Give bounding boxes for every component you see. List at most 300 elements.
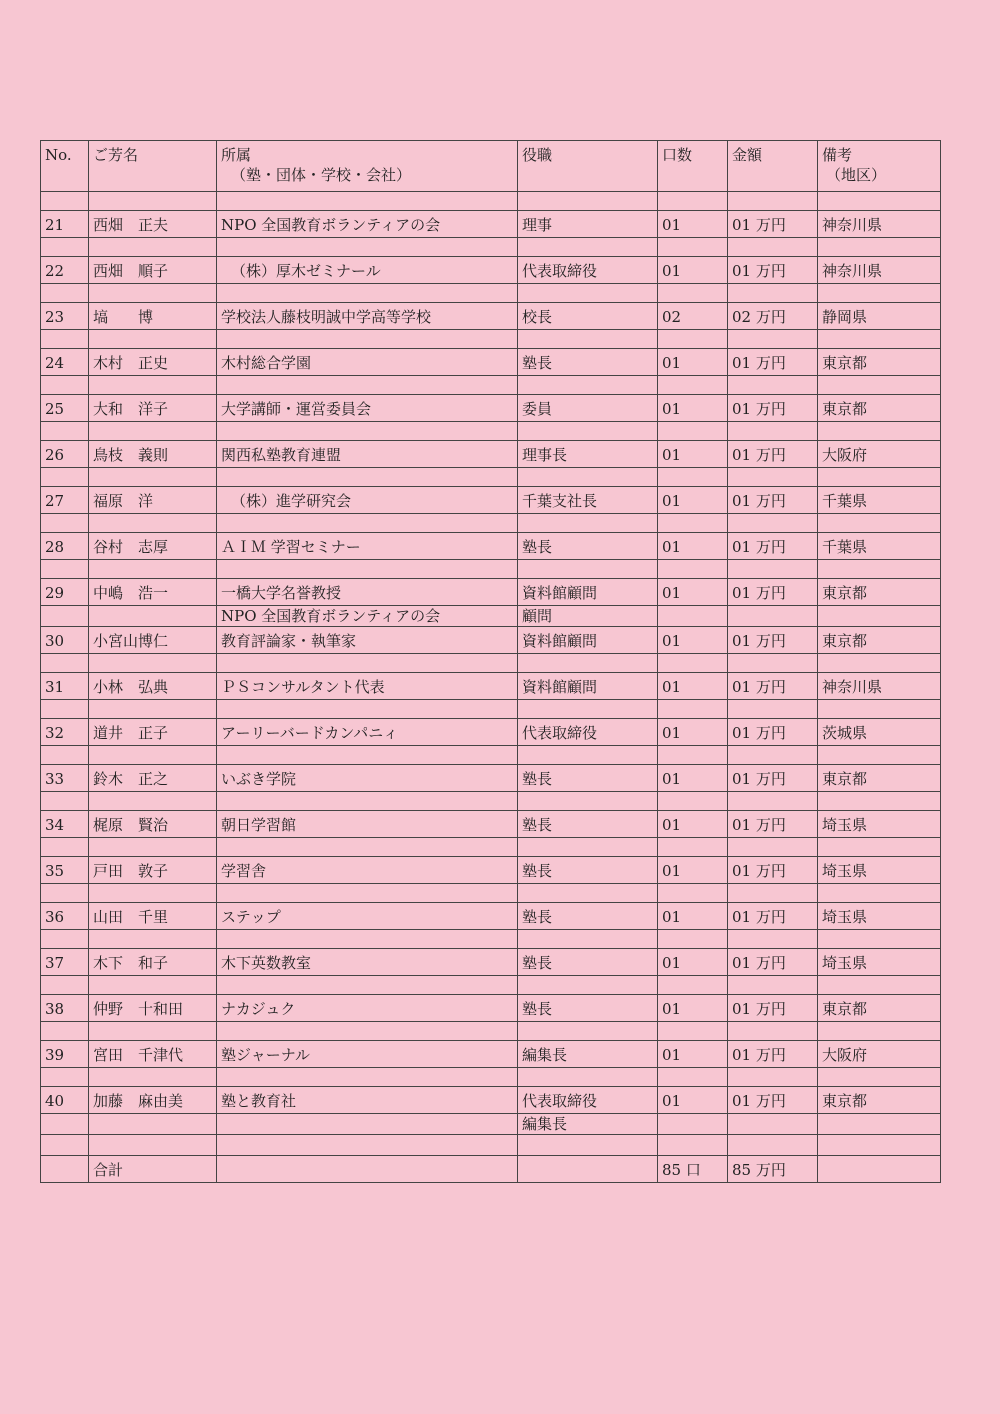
name-cell: 木村 正史: [89, 349, 217, 376]
area-cell: 大阪府: [818, 1041, 941, 1068]
units-cell: 01: [658, 995, 728, 1022]
empty-cell: [89, 976, 217, 995]
empty-cell: [217, 792, 518, 811]
empty-cell: [818, 422, 941, 441]
header-affiliation: [217, 141, 518, 192]
row-number-cell: 31: [41, 673, 89, 700]
empty-cell: [41, 700, 89, 719]
empty-cell: [518, 376, 658, 395]
units-cell: 01: [658, 949, 728, 976]
spacer-row: [41, 192, 941, 211]
empty-cell: [658, 1068, 728, 1087]
header-affiliation-sub: （塾・団体・学校・会社）: [231, 166, 412, 184]
amount-cell: 01 万円: [728, 811, 818, 838]
empty-cell: [41, 606, 89, 627]
table-row: [41, 1087, 941, 1114]
empty-cell: [728, 606, 818, 627]
position-cell: 千葉支社長: [518, 487, 658, 514]
empty-cell: [728, 746, 818, 765]
units-cell: 01: [658, 857, 728, 884]
table-row: [41, 673, 941, 700]
empty-cell: [518, 1022, 658, 1041]
amount-cell: 01 万円: [728, 765, 818, 792]
empty-cell: [217, 422, 518, 441]
row-number-cell: 24: [41, 349, 89, 376]
row-number-cell: 25: [41, 395, 89, 422]
empty-cell: [658, 1135, 728, 1156]
empty-cell: [217, 376, 518, 395]
row-number-cell: 34: [41, 811, 89, 838]
area-cell: 神奈川県: [818, 257, 941, 284]
affiliation-cell: アーリーバードカンパニィ: [217, 719, 518, 746]
table-row: [41, 949, 941, 976]
row-number-cell: 21: [41, 211, 89, 238]
units-cell: 01: [658, 903, 728, 930]
empty-cell: [658, 1022, 728, 1041]
empty-cell: [41, 422, 89, 441]
empty-cell: [518, 1068, 658, 1087]
empty-cell: [217, 654, 518, 673]
total-label-cell: 合計: [89, 1156, 217, 1183]
empty-cell: [818, 1156, 941, 1183]
amount-cell: 01 万円: [728, 903, 818, 930]
units-cell: 01: [658, 533, 728, 560]
affiliation-cell: ナカジュク: [217, 995, 518, 1022]
empty-cell: [89, 514, 217, 533]
header-units: 口数: [658, 141, 728, 192]
name-cell: 宮田 千津代: [89, 1041, 217, 1068]
empty-cell: [818, 654, 941, 673]
empty-cell: [818, 376, 941, 395]
empty-cell: [41, 514, 89, 533]
area-cell: 神奈川県: [818, 211, 941, 238]
spacer-row: [41, 976, 941, 995]
empty-cell: [518, 468, 658, 487]
empty-cell: [41, 376, 89, 395]
affiliation-cell: 木村総合学園: [217, 349, 518, 376]
affiliation-cell: 大学講師・運営委員会: [217, 395, 518, 422]
empty-cell: [89, 1068, 217, 1087]
area-cell: 東京都: [818, 395, 941, 422]
empty-cell: [818, 606, 941, 627]
affiliation-cell: 塾と教育社: [217, 1087, 518, 1114]
empty-cell: [658, 330, 728, 349]
empty-cell: [217, 1114, 518, 1135]
units-cell: 01: [658, 257, 728, 284]
empty-cell: [217, 1156, 518, 1183]
spacer-row: [41, 930, 941, 949]
amount-cell: 01 万円: [728, 673, 818, 700]
header-position: 役職: [518, 141, 658, 192]
table-row: [41, 719, 941, 746]
affiliation-cell: （株）進学研究会: [217, 487, 518, 514]
affiliation-cell: 関西私塾教育連盟: [217, 441, 518, 468]
row-number-cell: 39: [41, 1041, 89, 1068]
empty-cell: [518, 792, 658, 811]
empty-cell: [518, 514, 658, 533]
empty-cell: [89, 930, 217, 949]
amount-cell: 01 万円: [728, 627, 818, 654]
empty-cell: [818, 1068, 941, 1087]
empty-cell: [658, 192, 728, 211]
spacer-row: [41, 1022, 941, 1041]
amount-cell: 02 万円: [728, 303, 818, 330]
empty-cell: [217, 1068, 518, 1087]
spacer-row: [41, 1135, 941, 1156]
header-affiliation-label: 所属: [221, 146, 252, 164]
spacer-row: [41, 700, 941, 719]
name-cell: 仲野 十和田: [89, 995, 217, 1022]
empty-cell: [728, 838, 818, 857]
header-amount: 金額: [728, 141, 818, 192]
empty-cell: [89, 192, 217, 211]
row-number-cell: 22: [41, 257, 89, 284]
empty-cell: [818, 192, 941, 211]
empty-cell: [89, 700, 217, 719]
empty-cell: [658, 468, 728, 487]
empty-cell: [518, 192, 658, 211]
name-cell: 道井 正子: [89, 719, 217, 746]
units-cell: 01: [658, 811, 728, 838]
empty-cell: [217, 514, 518, 533]
empty-cell: [728, 238, 818, 257]
table-sub-row: [41, 606, 941, 627]
empty-cell: [818, 1135, 941, 1156]
affiliation-cell: NPO 全国教育ボランティアの会: [217, 211, 518, 238]
empty-cell: [518, 238, 658, 257]
amount-cell: 01 万円: [728, 857, 818, 884]
area-cell: 神奈川県: [818, 673, 941, 700]
empty-cell: [728, 376, 818, 395]
row-number-cell: 30: [41, 627, 89, 654]
empty-cell: [89, 376, 217, 395]
empty-cell: [217, 930, 518, 949]
table-row: [41, 533, 941, 560]
empty-cell: [658, 560, 728, 579]
spacer-row: [41, 376, 941, 395]
empty-cell: [818, 976, 941, 995]
row-number-cell: 33: [41, 765, 89, 792]
empty-cell: [658, 792, 728, 811]
header-no: No.: [41, 141, 89, 192]
affiliation-cell: 教育評論家・執筆家: [217, 627, 518, 654]
table-row: [41, 995, 941, 1022]
empty-cell: [818, 238, 941, 257]
total-amount-cell: 85 万円: [728, 1156, 818, 1183]
empty-cell: [518, 1156, 658, 1183]
table-row: [41, 627, 941, 654]
empty-cell: [89, 746, 217, 765]
position-cell: 塾長: [518, 765, 658, 792]
empty-cell: [728, 930, 818, 949]
name-cell: 梶原 賢治: [89, 811, 217, 838]
position-cell: 資料館顧問: [518, 627, 658, 654]
table-row: [41, 211, 941, 238]
empty-cell: [728, 422, 818, 441]
empty-cell: [217, 838, 518, 857]
amount-cell: 01 万円: [728, 1087, 818, 1114]
empty-cell: [518, 884, 658, 903]
name-cell: 鳥枝 義則: [89, 441, 217, 468]
position-cell: 代表取締役: [518, 719, 658, 746]
name-cell: 福原 洋: [89, 487, 217, 514]
spacer-row: [41, 514, 941, 533]
affiliation-cell: 学習舎: [217, 857, 518, 884]
empty-cell: [41, 1156, 89, 1183]
empty-cell: [818, 1114, 941, 1135]
position-cell: 代表取締役: [518, 257, 658, 284]
empty-cell: [217, 1022, 518, 1041]
table-row: [41, 441, 941, 468]
empty-cell: [658, 884, 728, 903]
area-cell: 東京都: [818, 579, 941, 606]
empty-cell: [818, 330, 941, 349]
empty-cell: [518, 930, 658, 949]
header-remarks-sub: （地区）: [826, 166, 887, 184]
total-row: [41, 1156, 941, 1183]
table-row: [41, 349, 941, 376]
area-cell: 埼玉県: [818, 857, 941, 884]
empty-cell: [818, 746, 941, 765]
units-cell: 01: [658, 1087, 728, 1114]
table-row: [41, 857, 941, 884]
empty-cell: [818, 560, 941, 579]
amount-cell: 01 万円: [728, 349, 818, 376]
empty-cell: [89, 1114, 217, 1135]
empty-cell: [518, 330, 658, 349]
row-number-cell: 26: [41, 441, 89, 468]
area-cell: 東京都: [818, 627, 941, 654]
area-cell: 大阪府: [818, 441, 941, 468]
position-cell: 塾長: [518, 995, 658, 1022]
empty-cell: [518, 560, 658, 579]
empty-cell: [728, 976, 818, 995]
area-cell: 静岡県: [818, 303, 941, 330]
row-number-cell: 28: [41, 533, 89, 560]
spacer-row: [41, 654, 941, 673]
position-cell: 塾長: [518, 857, 658, 884]
name-cell: 山田 千里: [89, 903, 217, 930]
empty-cell: [728, 792, 818, 811]
empty-cell: [658, 238, 728, 257]
affiliation-cell: ＰＳコンサルタント代表: [217, 673, 518, 700]
position-cell: 理事長: [518, 441, 658, 468]
row-number-cell: 37: [41, 949, 89, 976]
table-row: [41, 395, 941, 422]
row-number-cell: 40: [41, 1087, 89, 1114]
empty-cell: [658, 838, 728, 857]
position-cell: 塾長: [518, 349, 658, 376]
empty-cell: [728, 284, 818, 303]
empty-cell: [728, 330, 818, 349]
empty-cell: [728, 1114, 818, 1135]
empty-cell: [41, 238, 89, 257]
amount-cell: 01 万円: [728, 211, 818, 238]
amount-cell: 01 万円: [728, 1041, 818, 1068]
empty-cell: [217, 284, 518, 303]
empty-cell: [658, 976, 728, 995]
empty-cell: [217, 1135, 518, 1156]
area-cell: 東京都: [818, 765, 941, 792]
amount-cell: 01 万円: [728, 395, 818, 422]
name-cell: 小林 弘典: [89, 673, 217, 700]
affiliation-cell: ＡＩＭ 学習セミナー: [217, 533, 518, 560]
name-cell: 鈴木 正之: [89, 765, 217, 792]
empty-cell: [518, 422, 658, 441]
table-row: [41, 1041, 941, 1068]
position-cell: 校長: [518, 303, 658, 330]
name-cell: 小宮山博仁: [89, 627, 217, 654]
row-number-cell: 29: [41, 579, 89, 606]
table-row: [41, 903, 941, 930]
row-number-cell: 32: [41, 719, 89, 746]
empty-cell: [217, 700, 518, 719]
empty-cell: [728, 700, 818, 719]
units-cell: 01: [658, 1041, 728, 1068]
area-cell: 埼玉県: [818, 903, 941, 930]
empty-cell: [728, 884, 818, 903]
empty-cell: [89, 560, 217, 579]
empty-cell: [89, 838, 217, 857]
empty-cell: [728, 468, 818, 487]
spacer-row: [41, 746, 941, 765]
empty-cell: [217, 976, 518, 995]
units-cell: 01: [658, 765, 728, 792]
table-row: [41, 811, 941, 838]
empty-cell: [728, 1022, 818, 1041]
affiliation-cell: 学校法人藤枝明誠中学高等学校: [217, 303, 518, 330]
area-cell: 千葉県: [818, 487, 941, 514]
header-remarks: [818, 141, 941, 192]
empty-cell: [658, 606, 728, 627]
empty-cell: [41, 654, 89, 673]
empty-cell: [518, 976, 658, 995]
area-cell: 埼玉県: [818, 949, 941, 976]
name-cell: 谷村 志厚: [89, 533, 217, 560]
position-cell: 塾長: [518, 811, 658, 838]
empty-cell: [41, 976, 89, 995]
affiliation-cell: NPO 全国教育ボランティアの会: [217, 606, 518, 627]
amount-cell: 01 万円: [728, 487, 818, 514]
spacer-row: [41, 838, 941, 857]
empty-cell: [89, 1022, 217, 1041]
units-cell: 01: [658, 627, 728, 654]
position-cell: 塾長: [518, 533, 658, 560]
affiliation-cell: 木下英数教室: [217, 949, 518, 976]
spacer-row: [41, 1068, 941, 1087]
area-cell: 千葉県: [818, 533, 941, 560]
units-cell: 01: [658, 211, 728, 238]
name-cell: 大和 洋子: [89, 395, 217, 422]
name-cell: 西畑 正夫: [89, 211, 217, 238]
empty-cell: [41, 330, 89, 349]
header-name: ご芳名: [89, 141, 217, 192]
position-cell: 資料館顧問: [518, 579, 658, 606]
empty-cell: [818, 284, 941, 303]
empty-cell: [658, 376, 728, 395]
empty-cell: [728, 1135, 818, 1156]
empty-cell: [41, 468, 89, 487]
spacer-row: [41, 284, 941, 303]
name-cell: 木下 和子: [89, 949, 217, 976]
row-number-cell: 27: [41, 487, 89, 514]
position-cell: 塾長: [518, 949, 658, 976]
empty-cell: [41, 838, 89, 857]
name-cell: 塙 博: [89, 303, 217, 330]
name-cell: 加藤 麻由美: [89, 1087, 217, 1114]
units-cell: 01: [658, 487, 728, 514]
empty-cell: [658, 1114, 728, 1135]
amount-cell: 01 万円: [728, 719, 818, 746]
empty-cell: [41, 1022, 89, 1041]
empty-cell: [217, 192, 518, 211]
table-row: [41, 579, 941, 606]
empty-cell: [217, 238, 518, 257]
spacer-row: [41, 238, 941, 257]
empty-cell: [818, 468, 941, 487]
empty-cell: [89, 468, 217, 487]
empty-cell: [518, 838, 658, 857]
table-sub-row: [41, 1114, 941, 1135]
amount-cell: 01 万円: [728, 579, 818, 606]
affiliation-cell: いぶき学院: [217, 765, 518, 792]
empty-cell: [518, 284, 658, 303]
empty-cell: [518, 1135, 658, 1156]
empty-cell: [89, 792, 217, 811]
empty-cell: [658, 746, 728, 765]
position-cell: 編集長: [518, 1114, 658, 1135]
empty-cell: [818, 930, 941, 949]
empty-cell: [41, 284, 89, 303]
affiliation-cell: 塾ジャーナル: [217, 1041, 518, 1068]
empty-cell: [89, 1135, 217, 1156]
donor-table: [40, 140, 941, 1183]
area-cell: 東京都: [818, 349, 941, 376]
empty-cell: [89, 330, 217, 349]
row-number-cell: 38: [41, 995, 89, 1022]
spacer-row: [41, 468, 941, 487]
table-row: [41, 303, 941, 330]
empty-cell: [217, 560, 518, 579]
empty-cell: [217, 884, 518, 903]
units-cell: 01: [658, 395, 728, 422]
empty-cell: [728, 1068, 818, 1087]
header-remarks-label: 備考: [822, 146, 853, 164]
position-cell: 理事: [518, 211, 658, 238]
amount-cell: 01 万円: [728, 441, 818, 468]
amount-cell: 01 万円: [728, 949, 818, 976]
area-cell: 埼玉県: [818, 811, 941, 838]
empty-cell: [89, 422, 217, 441]
empty-cell: [89, 284, 217, 303]
amount-cell: 01 万円: [728, 533, 818, 560]
amount-cell: 01 万円: [728, 257, 818, 284]
empty-cell: [658, 284, 728, 303]
empty-cell: [818, 700, 941, 719]
table-row: [41, 257, 941, 284]
empty-cell: [41, 884, 89, 903]
empty-cell: [518, 654, 658, 673]
units-cell: 02: [658, 303, 728, 330]
empty-cell: [818, 514, 941, 533]
name-cell: 中嶋 浩一: [89, 579, 217, 606]
area-cell: 茨城県: [818, 719, 941, 746]
empty-cell: [658, 700, 728, 719]
position-cell: 顧問: [518, 606, 658, 627]
empty-cell: [89, 884, 217, 903]
position-cell: 塾長: [518, 903, 658, 930]
empty-cell: [658, 930, 728, 949]
